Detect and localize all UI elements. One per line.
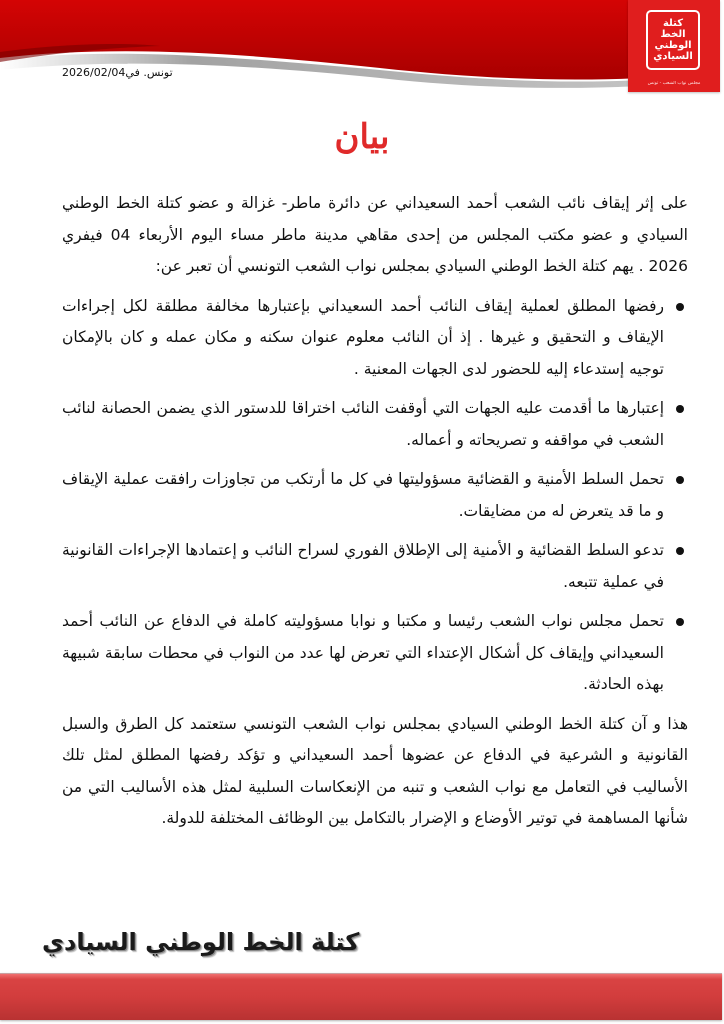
list-item bbox=[62, 535, 688, 598]
document-body bbox=[62, 188, 688, 835]
bullet-icon bbox=[676, 476, 684, 484]
signature: كتلة الخط الوطني السيادي bbox=[42, 928, 360, 956]
logo-line: الخط bbox=[660, 29, 686, 40]
logo-line: الوطني bbox=[654, 40, 692, 51]
list-item-text: تحمل مجلس نواب الشعب رئيسا و مكتبا و نوابا مسؤوليته كاملة في الدفاع عن النائب أحمد السعيداني وإيقاف كل أشكال الإعتداء التي تعرض لها عدد من النواب في محطات سابقة شبيهة بهذه الحادثة. bbox=[62, 612, 664, 693]
demands-list bbox=[62, 291, 688, 701]
letterhead-header bbox=[0, 0, 724, 100]
logo-line: كتلة bbox=[662, 18, 684, 29]
list-item bbox=[62, 393, 688, 456]
list-item bbox=[62, 464, 688, 527]
list-item-text: إعتبارها ما أقدمت عليه الجهات التي أوقفت النائب اختراقا للدستور الذي يضمن الحصانة لنائب الشعب في مواقفه و تصريحاته و أعماله. bbox=[62, 399, 664, 449]
list-item-text: تحمل السلط الأمنية و القضائية مسؤوليتها في كل ما أرتكب من تجاوزات رافقت عملية الإيقاف و ما قد يتعرض له من مضايقات. bbox=[62, 470, 664, 520]
bullet-icon bbox=[676, 618, 684, 626]
red-wave-banner bbox=[0, 0, 724, 100]
logo-line: السيادي bbox=[653, 51, 693, 62]
bullet-icon bbox=[676, 405, 684, 413]
bullet-icon bbox=[676, 303, 684, 311]
list-item-text: رفضها المطلق لعملية إيقاف النائب أحمد السعيداني بإعتبارها مخالفة مطلقة لكل إجراءات الإيقاف و التحقيق و غيرها . إذ أن النائب معلوم عنوان سكنه و مكان عمله و كان بالإمكان توجيه إستدعاء إليه للحضور لدى الجهات المعنية . bbox=[62, 296, 664, 378]
list-item bbox=[62, 606, 688, 701]
intro-paragraph: على إثر إيقاف نائب الشعب أحمد السعيداني عن دائرة ماطر- غزالة و عضو كتلة الخط الوطني السيادي و عضو مكتب المجلس من إحدى مقاهي مدينة ماطر مساء اليوم الأربعاء 04 فيفري 2026 . يهم كتلة الخط الوطني السيادي بمجلس نواب الشعب التونسي أن تعبر عن: bbox=[62, 194, 688, 275]
logo-subtitle: مجلس نواب الشعب - تونس bbox=[647, 81, 701, 86]
logo-frame bbox=[646, 10, 700, 70]
document-title: بيان bbox=[334, 117, 390, 157]
bullet-icon bbox=[676, 547, 684, 555]
list-item-text: تدعو السلط القضائية و الأمنية إلى الإطلاق الفوري لسراح النائب و إعتمادها الإجراءات القانونية في عملية تتبعه. bbox=[62, 541, 664, 591]
footer-bar bbox=[0, 973, 722, 1020]
list-item bbox=[62, 291, 688, 386]
closing-paragraph: هذا و آن كتلة الخط الوطني السيادي بمجلس نواب الشعب التونسي ستعتمد كل الطرق والسبل القانونية و الشرعية في الدفاع عن عضوها أحمد السعيداني و تؤكد رفضها المطلق لمثل تلك الأساليب في التعامل مع نواب الشعب و تنبه من الإنعكاسات السلبية لمثل هذه الأساليب التي من شأنها المساهمة في توتير الأوضاع و الإضرار بالتكامل بين الوظائف المختلفة للدولة. bbox=[62, 714, 688, 827]
date-line: تونس. في2026/02/04 bbox=[62, 66, 173, 79]
logo bbox=[628, 0, 720, 92]
